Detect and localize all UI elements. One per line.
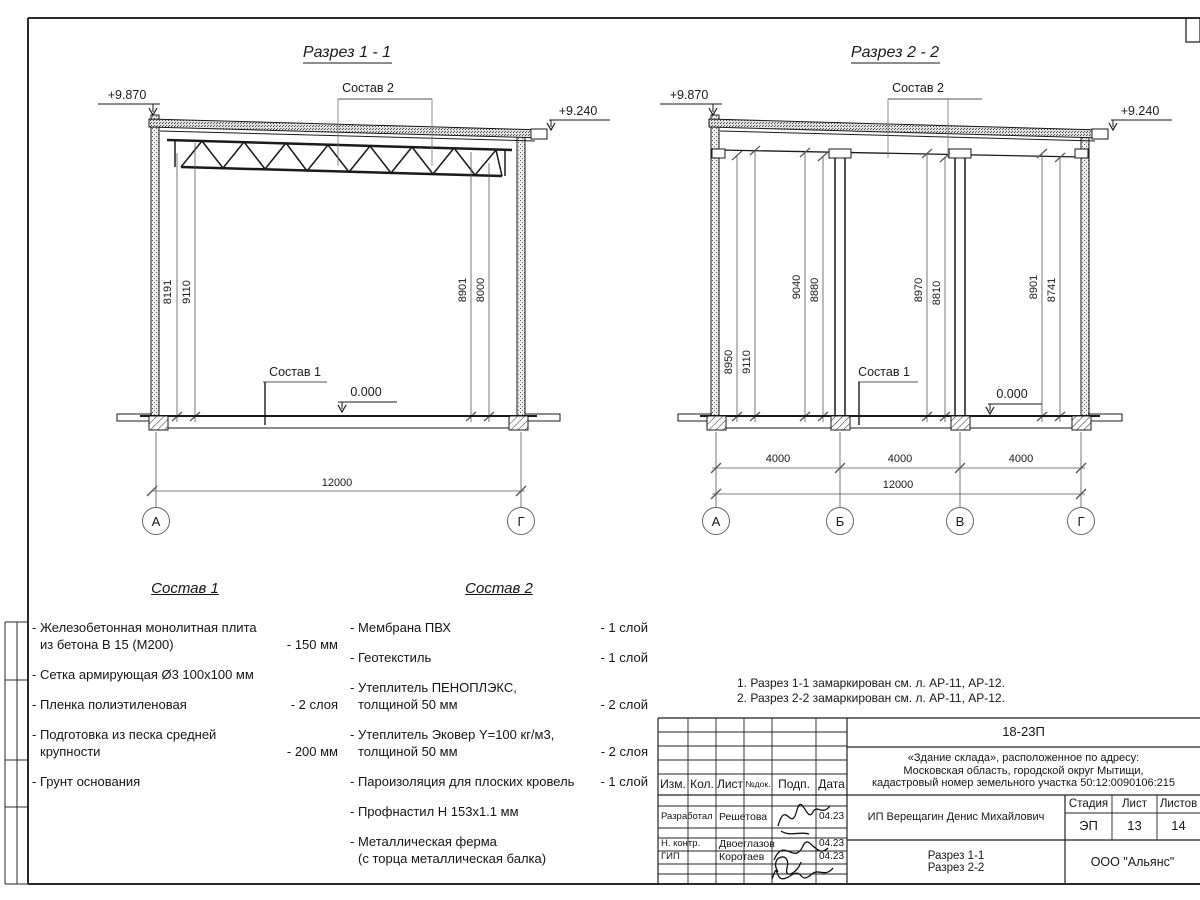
sheet-label: Лист [1122,797,1147,810]
wall-right [1081,136,1089,420]
dim-4000-2: 4000 [887,453,913,465]
company-name: ООО "Альянс" [1090,854,1175,869]
titleblock-col-ndok: №док. [745,779,771,790]
titleblock-name: Коротаев [719,851,765,864]
stage-value: ЭП [1079,818,1098,834]
svg-text:Состав 2: Состав 2 [342,81,394,95]
list-item: - Утеплитель ПЕНОПЛЭКС, толщиной 50 мм - 2 слой [350,680,648,712]
column-v [949,149,971,416]
sheets-label: Листов [1159,797,1198,810]
elevation-right [1109,104,1172,130]
note-line: 1. Разрез 1-1 замаркирован см. л. АР-11, АР-12. [737,676,1005,690]
titleblock-col-izm: Изм. [660,777,686,792]
axis-label-a: А [151,514,161,529]
axis-label-v: В [955,514,965,529]
list-item: - Грунт основания [32,774,141,789]
footing [509,416,528,430]
column-b [829,149,851,416]
list-item: - Пленка полиэтиленовая - 2 слоя [32,697,338,712]
layer-value: - 1 слой [600,620,648,635]
titleblock-col-kol: Кол. [690,777,714,792]
composition-2-title: Состав 2 [465,580,533,597]
list-item: - Геотекстиль - 1 слой [350,650,648,665]
layer-value: - 2 слоя [290,697,338,712]
dim-4000-1: 4000 [765,453,791,465]
dim-4000-3: 4000 [1008,453,1034,465]
titleblock-date: 04.23 [818,810,845,822]
floor-slab [117,414,560,428]
titleblock-col-list: Лист [716,777,744,792]
dim-8901: 8901 [1028,274,1040,300]
stage-label: Стадия [1068,797,1109,810]
span-dimension [147,432,526,507]
svg-text:Состав 2: Состав 2 [892,81,944,95]
dim-9040: 9040 [791,274,803,300]
titleblock-role: ГИП [661,851,680,863]
svg-text:+9.240: +9.240 [1120,104,1160,118]
wall-bracket-right [1075,149,1088,158]
svg-text:0.000: 0.000 [350,385,382,399]
sheets-total: 14 [1171,818,1186,834]
document-number: 18-23П [1002,724,1045,740]
dim-8950: 8950 [723,349,735,375]
titleblock-date: 04.23 [818,838,845,850]
list-item: - Профнастил Н 153х1.1 мм [350,804,519,819]
section-1-title: Разрез 1 - 1 [302,44,392,61]
roof-edge-detail [531,129,547,139]
dim-9110: 9110 [741,350,753,374]
elevation-left [98,88,160,115]
dim-12000: 12000 [882,479,914,491]
sheet-number: 13 [1127,818,1142,834]
svg-text:+9.240: +9.240 [558,104,598,118]
dim-8901: 8901 [457,277,469,303]
wall-left [151,115,159,420]
layer-value: - 1 слой [600,650,648,665]
corner-stamp-box [1186,18,1200,42]
titleblock-name: Решетова [719,810,768,823]
axis-label-g: Г [517,514,525,529]
composition-1-list [32,580,338,803]
titleblock-col-data: Дата [818,777,845,792]
list-item: - Сетка армирующая Ø3 100х100 мм [32,667,254,682]
elevation-left [660,88,722,115]
dim-8191: 8191 [162,279,174,305]
footing [951,416,970,430]
drawing-notes [737,676,1005,705]
wall-left [711,115,719,420]
composition-2-list [350,580,648,880]
svg-text:+9.870: +9.870 [107,88,147,102]
footing [831,416,850,430]
titleblock-role: Разработал [661,810,713,822]
wall-bracket-left [712,149,725,158]
layer-value: - 1 слой [600,774,648,789]
layer-value: - 150 мм [286,637,338,652]
span-dimensions [711,432,1086,507]
vertical-dims [172,143,494,422]
list-item: - Железобетонная монолитная плита из бетона В 15 (М200) - 150 мм [32,620,338,652]
list-item: - Подготовка из песка средней крупности - 200 мм [32,727,338,759]
layer-value: - 2 слоя [600,744,648,759]
roof-truss [167,140,512,176]
titleblock-name: Двоеглазов [719,838,775,851]
titleblock-date: 04.23 [818,851,845,863]
section-2-2 [660,44,1172,535]
svg-text:Состав 1: Состав 1 [858,365,910,379]
titleblock-col-podp: Подп. [778,777,810,792]
left-margin-stamp [5,622,28,884]
roof-composition-leader [888,81,982,158]
roof-slab [149,119,546,138]
titleblock-role: Н. контр. [661,838,701,850]
dim-8880: 8880 [809,277,821,303]
elevation-right [547,104,610,130]
footing [1072,416,1091,430]
wall-right [517,136,525,420]
list-item: - Металлическая ферма (с торца металлическая балка) [350,834,547,866]
sheet-title: Разрез 1-1 Разрез 2-2 [927,849,985,874]
composition-1-title: Состав 1 [151,580,219,597]
axis-label-b: Б [835,514,845,529]
axis-label-g: Г [1077,514,1085,529]
svg-text:+9.870: +9.870 [669,88,709,102]
zero-level-mark [338,385,397,412]
dim-8000: 8000 [475,277,487,303]
note-line: 2. Разрез 2-2 замаркирован см. л. АР-11, АР-12. [737,690,1005,705]
dim-8810: 8810 [931,280,943,306]
section-1-1 [98,44,610,535]
footing [149,416,168,430]
dim-9110: 9110 [181,280,193,304]
roof-edge-detail [1092,129,1108,139]
dim-12000: 12000 [321,477,353,489]
dim-8970: 8970 [913,277,925,303]
roof-composition-leader [338,81,432,166]
axis-label-a: А [711,514,721,529]
project-description: «Здание склада», расположенное по адресу: Московская область, городской округ Мытищи, кадастровый номер земельного участка 50:12:0090106:215 [871,752,1176,790]
dim-8741: 8741 [1046,277,1058,303]
layer-value: - 2 слой [600,697,648,712]
section-2-title: Разрез 2 - 2 [850,44,940,61]
footing [707,416,726,430]
zero-level-mark [986,387,1042,414]
roof-slab [709,119,1101,138]
list-item: - Утеплитель Эковер Y=100 кг/м3, толщиной 50 мм - 2 слоя [350,727,648,759]
vertical-dims [732,146,1065,422]
svg-text:Состав 1: Состав 1 [269,365,321,379]
svg-text:0.000: 0.000 [996,387,1028,401]
client-name: ИП Верещагин Денис Михайлович [867,811,1045,824]
list-item: - Мембрана ПВХ - 1 слой [350,620,648,635]
layer-value: - 200 мм [286,744,338,759]
list-item: - Пароизоляция для плоских кровель - 1 слой [350,774,648,789]
